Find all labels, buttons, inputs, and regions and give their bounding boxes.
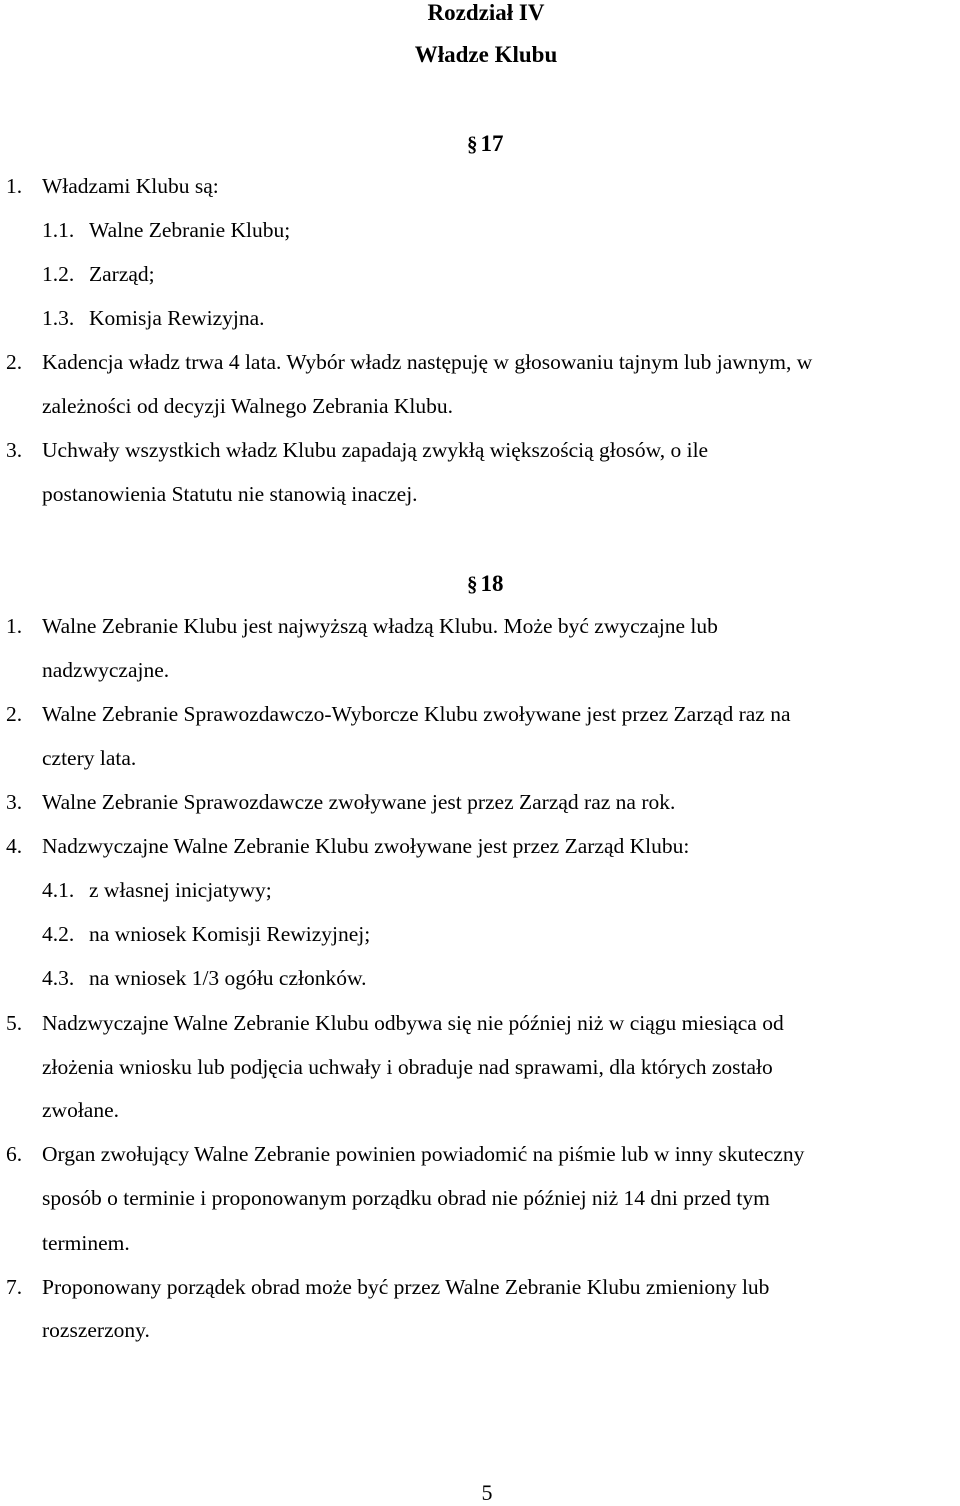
item-number: 1.2. bbox=[42, 262, 75, 286]
item-text-line: rozszerzony. bbox=[42, 1318, 150, 1342]
item-text-line: Nadzwyczajne Walne Zebranie Klubu odbywa się nie później niż w ciągu miesiąca od bbox=[42, 1011, 784, 1035]
item-number: 3. bbox=[6, 790, 23, 814]
item-text-line: Walne Zebranie Sprawozdawczo-Wyborcze Klubu zwoływane jest przez Zarząd raz na bbox=[42, 702, 791, 726]
section-mark: § bbox=[467, 572, 478, 596]
item-number: 4.3. bbox=[42, 966, 75, 990]
item-number: 7. bbox=[6, 1275, 23, 1299]
item-text: Władzami Klubu są: bbox=[42, 174, 219, 198]
item-text-line: zwołane. bbox=[42, 1098, 120, 1122]
item-text-line: nadzwyczajne. bbox=[42, 658, 170, 682]
item-text: Komisja Rewizyjna. bbox=[89, 306, 265, 330]
item-number: 4.2. bbox=[42, 922, 75, 946]
item-text-line: cztery lata. bbox=[42, 746, 137, 770]
section-number: 17 bbox=[480, 131, 504, 156]
item-text: z własnej inicjatywy; bbox=[89, 878, 272, 902]
section-18-heading bbox=[467, 571, 504, 597]
item-number: 1. bbox=[6, 614, 23, 638]
item-number: 1.3. bbox=[42, 306, 75, 330]
item-number: 4. bbox=[6, 834, 23, 858]
item-text: Nadzwyczajne Walne Zebranie Klubu zwoływane jest przez Zarząd Klubu: bbox=[42, 834, 690, 858]
item-text: na wniosek 1/3 ogółu członków. bbox=[89, 966, 367, 990]
item-number: 5. bbox=[6, 1011, 23, 1035]
section-number: 18 bbox=[480, 571, 504, 596]
item-text-line: Kadencja władz trwa 4 lata. Wybór władz następuję w głosowaniu tajnym lub jawnym, w bbox=[42, 350, 813, 374]
item-text: Zarząd; bbox=[89, 262, 155, 286]
page-number: 5 bbox=[481, 1480, 493, 1505]
item-number: 3. bbox=[6, 438, 23, 462]
chapter-title: Rozdział IV bbox=[427, 0, 545, 25]
item-text: na wniosek Komisji Rewizyjnej; bbox=[89, 922, 371, 946]
item-text-line: postanowienia Statutu nie stanowią inaczej. bbox=[42, 482, 418, 506]
item-text-line: sposób o terminie i proponowanym porządku obrad nie później niż 14 dni przed tym bbox=[42, 1186, 770, 1210]
item-number: 4.1. bbox=[42, 878, 75, 902]
item-text: Walne Zebranie Klubu; bbox=[89, 218, 291, 242]
item-number: 1. bbox=[6, 174, 23, 198]
item-number: 2. bbox=[6, 350, 23, 374]
item-text-line: złożenia wniosku lub podjęcia uchwały i obraduje nad sprawami, dla których zostało bbox=[42, 1055, 773, 1079]
item-number: 6. bbox=[6, 1142, 23, 1166]
item-number: 2. bbox=[6, 702, 23, 726]
item-text-line: Proponowany porządek obrad może być przez Walne Zebranie Klubu zmieniony lub bbox=[42, 1275, 770, 1299]
item-text-line: terminem. bbox=[42, 1231, 130, 1255]
section-mark: § bbox=[467, 132, 478, 156]
item-text-line: zależności od decyzji Walnego Zebrania Klubu. bbox=[42, 394, 453, 418]
item-number: 1.1. bbox=[42, 218, 75, 242]
item-text-line: Organ zwołujący Walne Zebranie powinien powiadomić na piśmie lub w inny skuteczny bbox=[42, 1142, 805, 1166]
item-text-line: Uchwały wszystkich władz Klubu zapadają zwykłą większością głosów, o ile bbox=[42, 438, 709, 462]
chapter-subtitle: Władze Klubu bbox=[414, 42, 558, 67]
item-text-line: Walne Zebranie Klubu jest najwyższą władzą Klubu. Może być zwyczajne lub bbox=[42, 614, 718, 638]
section-17-heading bbox=[467, 131, 504, 157]
item-text: Walne Zebranie Sprawozdawcze zwoływane jest przez Zarząd raz na rok. bbox=[42, 790, 676, 814]
